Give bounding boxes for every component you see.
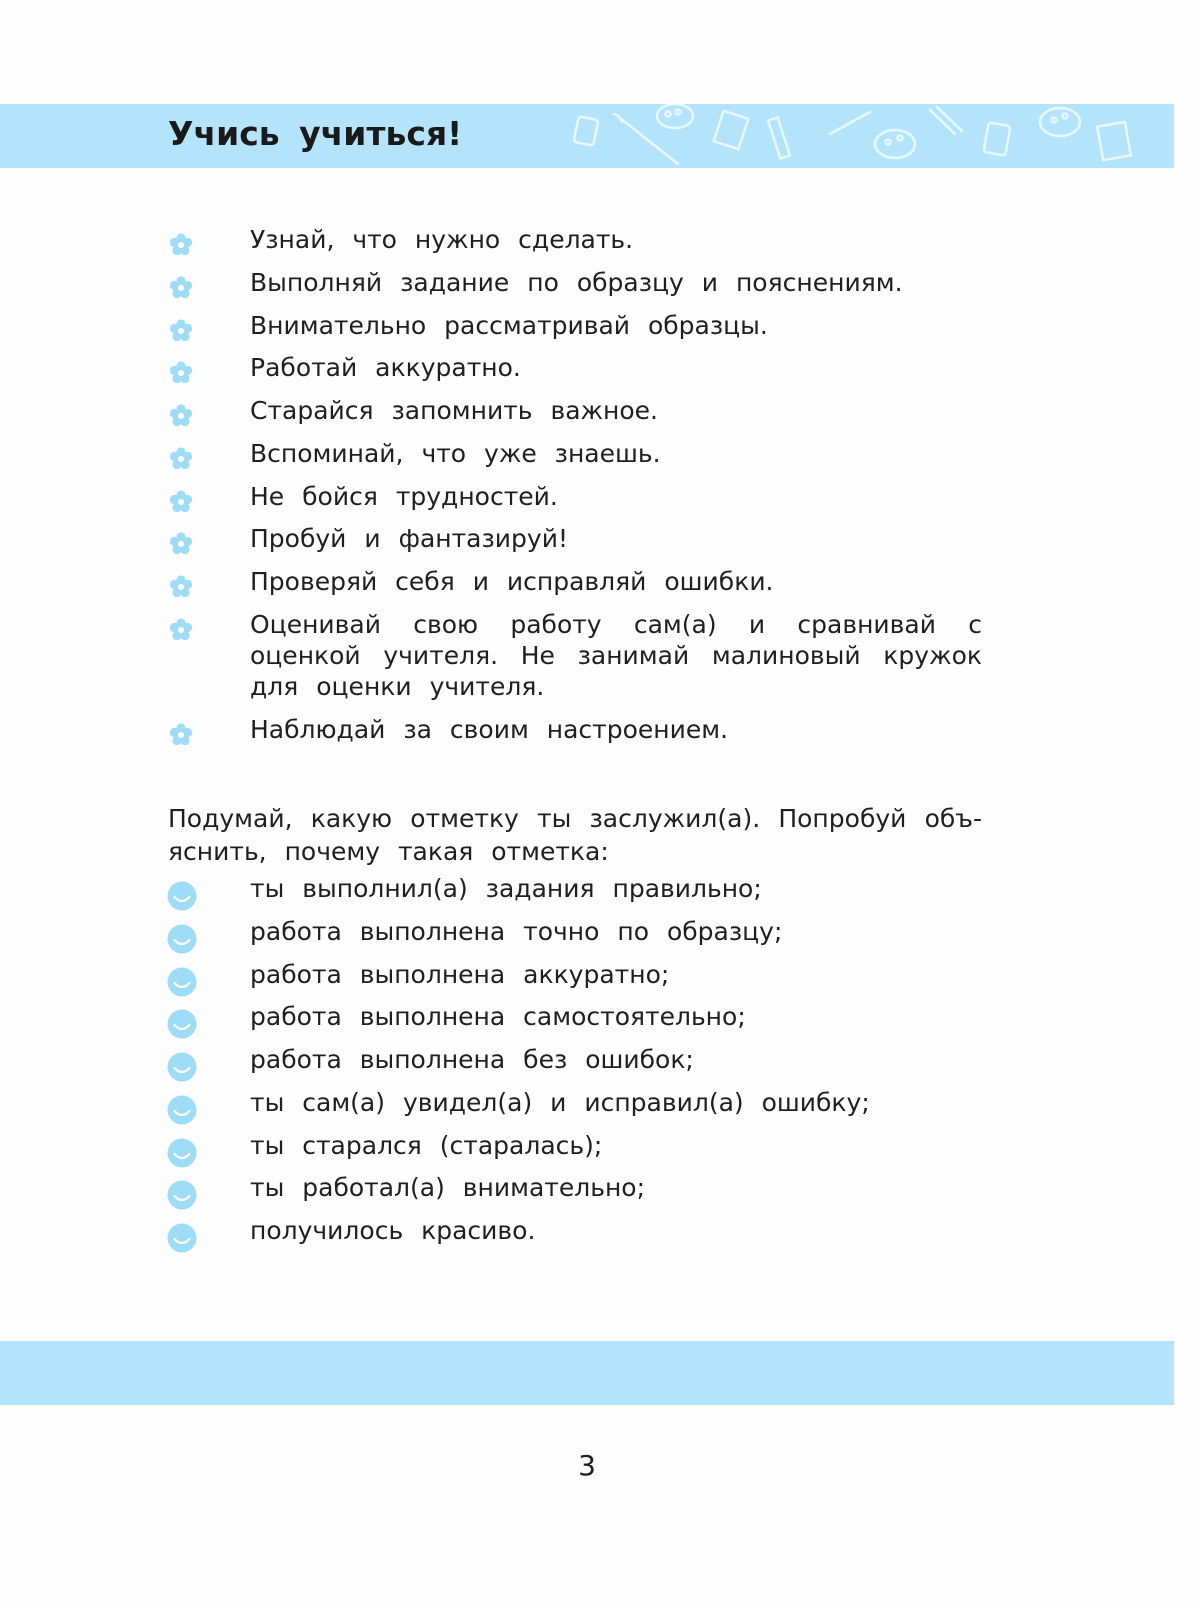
flower-icon <box>168 232 194 258</box>
flower-icon <box>168 531 194 557</box>
flower-icon <box>168 275 194 301</box>
flower-icon <box>168 360 194 386</box>
footer-band <box>0 1341 1174 1405</box>
list-item-text: Наблюдай за своим настроением. <box>250 715 729 744</box>
list-item-text: ты сам(а) увидел(а) и исправил(а) ошибку; <box>250 1088 870 1117</box>
list-item-text: Внимательно рассматривай образцы. <box>250 311 768 340</box>
list-item-text: Проверяй себя и исправляй ошибки. <box>250 567 774 596</box>
list-item-text: Не бойся трудностей. <box>250 482 558 511</box>
list-item-text: Вспоминай, что уже знаешь. <box>250 439 661 468</box>
flower-icon <box>168 489 194 515</box>
flower-icon <box>168 574 194 600</box>
smile-icon <box>166 1179 198 1211</box>
flower-icon <box>168 617 194 643</box>
list-item-text: Пробуй и фантазируй! <box>250 524 568 553</box>
list-item-text: работа выполнена аккуратно; <box>250 960 670 989</box>
smile-icon <box>166 923 198 955</box>
list-item-text: работа выполнена самостоятельно; <box>250 1002 746 1031</box>
school-supplies-decoration <box>560 104 1174 168</box>
smile-icon <box>166 1008 198 1040</box>
flower-icon <box>168 403 194 429</box>
list-item-text: работа выполнена без ошибок; <box>250 1045 694 1074</box>
list-item-text: ты старался (старалась); <box>250 1131 603 1160</box>
list-item-text: Старайся запомнить важное. <box>250 396 659 425</box>
smile-icon <box>166 1222 198 1254</box>
page-title: Учись учиться! <box>168 114 463 153</box>
flower-icon <box>168 318 194 344</box>
list-item-text: получилось красиво. <box>250 1216 536 1245</box>
smile-icon <box>166 1094 198 1126</box>
flower-icon <box>168 722 194 748</box>
page-number: 3 <box>578 1449 596 1482</box>
assessment-intro: Подумай, какую отметку ты заслужил(а). Попробуй объяснить, почему такая отметка: <box>168 804 982 866</box>
list-item-text: ты выполнил(а) задания правильно; <box>250 874 762 903</box>
list-item-text: Узнай, что нужно сделать. <box>250 225 634 254</box>
smile-icon <box>166 1137 198 1169</box>
flower-icon <box>168 446 194 472</box>
smile-icon <box>166 966 198 998</box>
list-item-text: Выполняй задание по образцу и пояснениям. <box>250 268 903 297</box>
smile-icon <box>166 880 198 912</box>
list-item-text: Оценивай свою работу сам(а) и сравнивай с оценкой учителя. Не занимай малиновый кружок для оценки учителя. <box>250 610 982 701</box>
smile-icon <box>166 1051 198 1083</box>
list-item-text: Работай аккуратно. <box>250 353 521 382</box>
list-item-text: ты работал(а) внимательно; <box>250 1173 646 1202</box>
list-item-text: работа выполнена точно по образцу; <box>250 917 783 946</box>
